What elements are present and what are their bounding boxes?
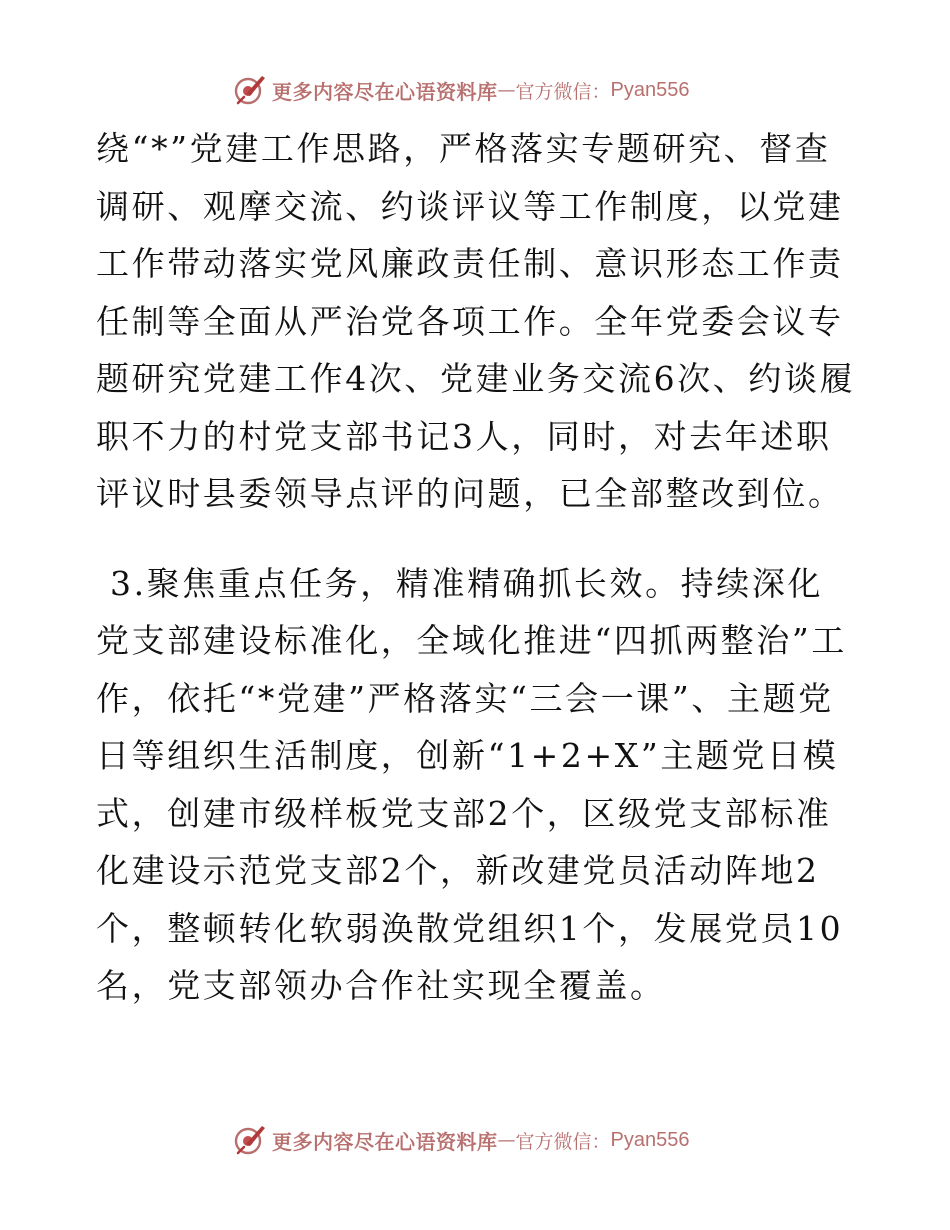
watermark-main-text: 更多内容尽在心语资料库	[272, 1129, 498, 1154]
watermark-separator: —	[497, 79, 516, 101]
header-watermark	[232, 72, 689, 108]
watermark-separator: —	[497, 1129, 516, 1151]
watermark-main-text: 更多内容尽在心语资料库	[272, 79, 498, 104]
watermark-sub-text: 官方微信：	[515, 80, 611, 103]
watermark-wechat-id: Pyan556	[610, 78, 690, 101]
paragraph-1: 绕“*”党建工作思路，严格落实专题研究、督查调研、观摩交流、约谈评议等工作制度，以党建工作带动落实党风廉政责任制、意识形态工作责任制等全面从严治党各项工作。全年党委会议专题研究党建工作4次、党建业务交流6次、约谈履职不力的村党支部书记3人，同时，对去年述职评议时县委领导点评的问题，已全部整改到位。	[96, 129, 856, 513]
quill-logo-icon	[232, 1122, 268, 1158]
watermark-wechat-id: Pyan556	[610, 1128, 690, 1151]
watermark-sub-text: 官方微信：	[515, 1130, 611, 1153]
footer-watermark	[232, 1122, 689, 1158]
document-body	[96, 120, 856, 1015]
paragraph-2: 3.聚焦重点任务，精准精确抓长效。持续深化党支部建设标准化，全域化推进“四抓两整治”工作，依托“*党建”严格落实“三会一课”、主题党日等组织生活制度，创新“1+2+X”主题党日模式，创建市级样板党支部2个，区级党支部标准化建设示范党支部2个，新改建党员活动阵地2个，整顿转化软弱涣散党组织1个，发展党员10名，党支部领办合作社实现全覆盖。	[96, 563, 847, 1005]
quill-logo-icon	[232, 72, 268, 108]
